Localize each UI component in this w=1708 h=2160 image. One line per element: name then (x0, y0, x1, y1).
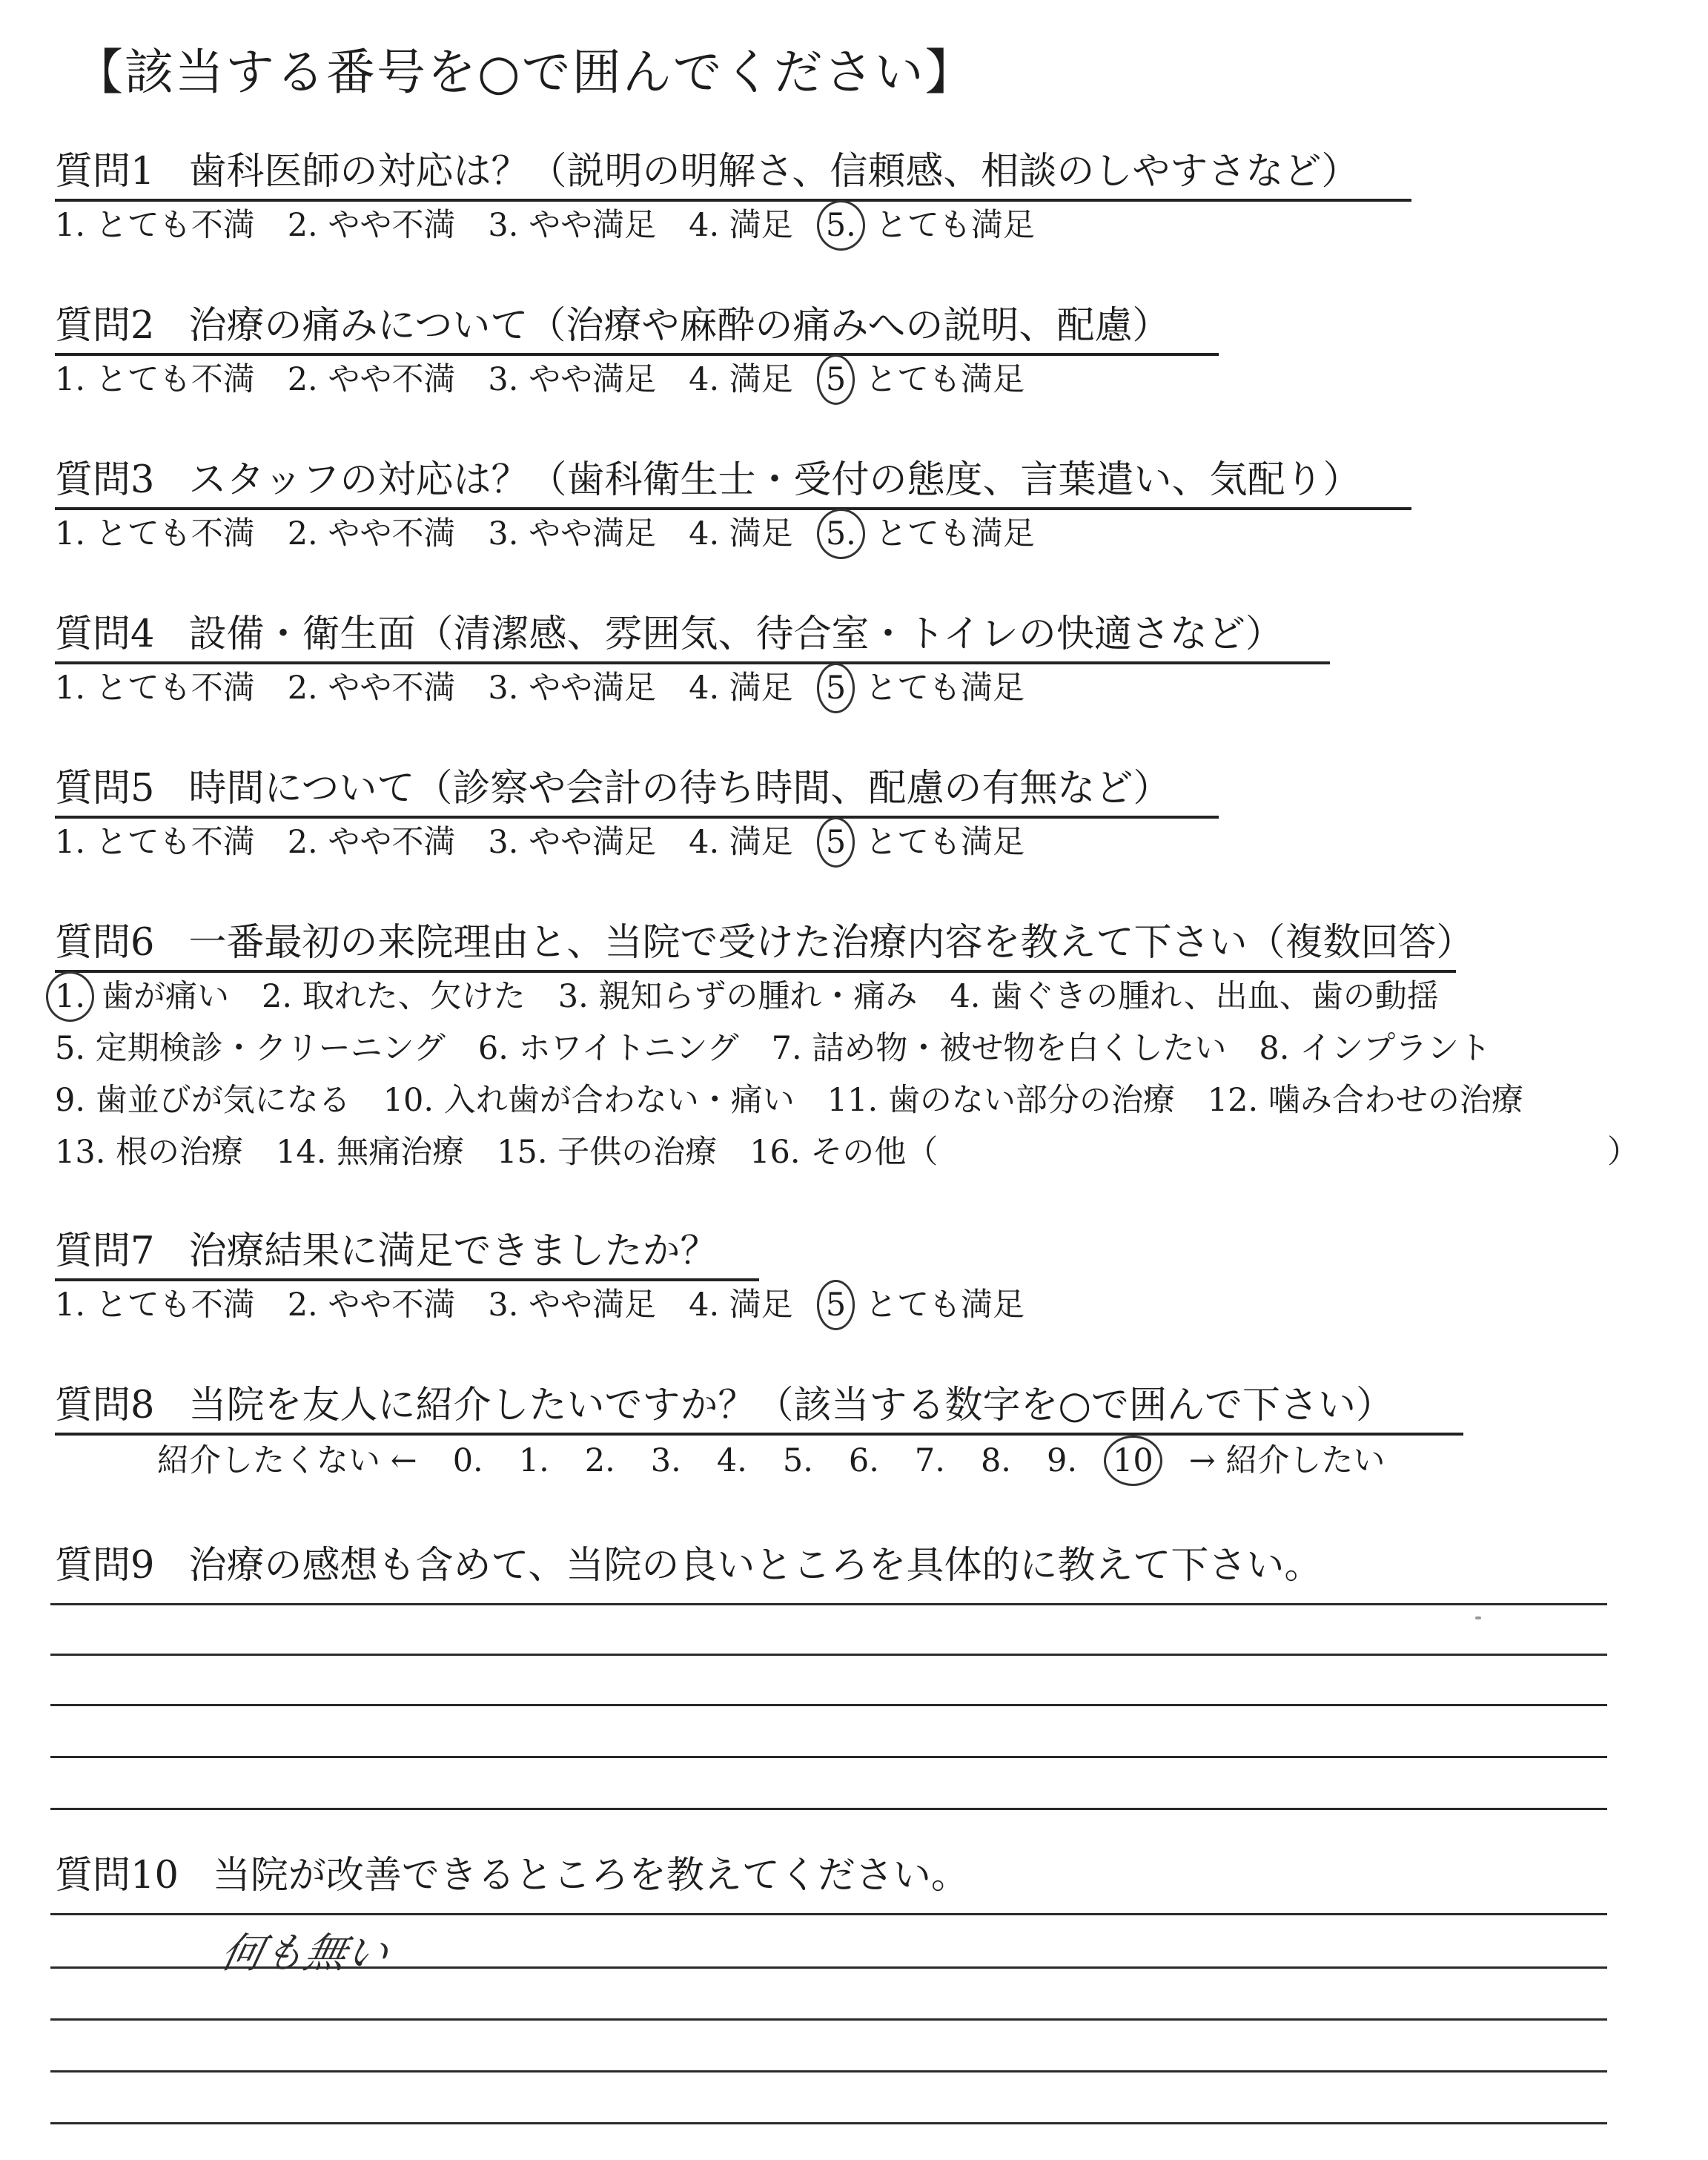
question-1-options (55, 205, 1035, 246)
question-5-heading (55, 765, 1219, 819)
q4-option-5-circled[interactable]: 5 (826, 667, 846, 709)
question-4-text: 設備・衛生面（清潔感、雰囲気、待合室・トイレの快適さなど） (188, 612, 1283, 656)
q6-option-7[interactable]: 7. 詰め物・被せ物を白くしたい (771, 1030, 1227, 1067)
q8-score-10-circled[interactable]: 10 (1113, 1440, 1153, 1482)
question-1-text: 歯科医師の対応は？（説明の明解さ、信頼感、相談のしやすさなど） (188, 150, 1360, 194)
question-6-heading (55, 919, 1474, 973)
question-3-heading (55, 457, 1411, 510)
q1-option-5-circled[interactable]: 5. (826, 205, 856, 246)
q6-option-15[interactable]: 15. 子供の治療 (497, 1134, 718, 1171)
q8-score-2[interactable]: 2. (584, 1442, 615, 1479)
question-2-label: 質問2 (55, 304, 155, 348)
question-7-text: 治療結果に満足できましたか？ (188, 1229, 718, 1273)
q7-option-3[interactable]: 3. やや満足 (488, 1287, 657, 1324)
q9-answer-line-2[interactable] (50, 1654, 1607, 1656)
question-6-row-4 (55, 1132, 970, 1173)
q4-option-2[interactable]: 2. やや不満 (287, 670, 456, 707)
q6-option-11[interactable]: 11. 歯のない部分の治療 (827, 1082, 1175, 1119)
q8-score-7[interactable]: 7. (914, 1442, 945, 1479)
q6-option-4[interactable]: 4. 歯ぐきの腫れ、出血、歯の動揺 (950, 978, 1439, 1015)
q3-option-5-circled[interactable]: 5. (826, 513, 856, 555)
q3-option-1[interactable]: 1. とても不満 (55, 515, 255, 552)
q8-score-4[interactable]: 4. (716, 1442, 747, 1479)
question-6-text: 一番最初の来院理由と、当院で受けた治療内容を教えて下さい（複数回答） (188, 921, 1474, 965)
q8-score-1[interactable]: 1. (518, 1442, 549, 1479)
q8-score-8[interactable]: 8. (980, 1442, 1011, 1479)
q5-option-5-label: とても満足 (865, 824, 1025, 861)
question-9-heading (55, 1542, 1322, 1590)
q8-score-0[interactable]: 0. (452, 1442, 483, 1479)
q1-option-5-label: とても満足 (875, 207, 1035, 244)
question-7-options (55, 1284, 1025, 1326)
q3-option-5-label: とても満足 (875, 515, 1035, 552)
question-10-heading (55, 1852, 969, 1900)
q8-score-5[interactable]: 5. (782, 1442, 813, 1479)
q4-option-5-label: とても満足 (865, 670, 1025, 707)
q5-option-2[interactable]: 2. やや不満 (287, 824, 456, 861)
question-4-heading (55, 611, 1330, 664)
q7-option-5-label: とても満足 (865, 1287, 1025, 1324)
q6-option-8[interactable]: 8. インプラント (1259, 1030, 1492, 1067)
question-6-row-2 (55, 1028, 1523, 1069)
question-2-heading (55, 303, 1219, 356)
question-6-label: 質問6 (55, 921, 155, 965)
question-5-label: 質問5 (55, 767, 155, 810)
q8-score-3[interactable]: 3. (650, 1442, 681, 1479)
q6-option-14[interactable]: 14. 無痛治療 (276, 1134, 465, 1171)
q8-score-6[interactable]: 6. (848, 1442, 879, 1479)
q5-option-1[interactable]: 1. とても不満 (55, 824, 255, 861)
q3-option-3[interactable]: 3. やや満足 (488, 515, 657, 552)
question-8-scale (157, 1440, 1420, 1482)
question-10-text: 当院が改善できるところを教えてください。 (212, 1854, 969, 1898)
q7-option-1[interactable]: 1. とても不満 (55, 1287, 255, 1324)
q1-option-3[interactable]: 3. やや満足 (488, 207, 657, 244)
q9-answer-line-5[interactable] (50, 1808, 1607, 1810)
q6-option-16[interactable]: 16. その他（ (749, 1134, 939, 1171)
q5-option-4[interactable]: 4. 満足 (689, 824, 793, 861)
question-3-options (55, 513, 1035, 555)
q10-handwritten-answer: 何も無い (216, 1929, 393, 1978)
q7-option-2[interactable]: 2. やや不満 (287, 1287, 456, 1324)
q10-answer-line-4[interactable] (50, 2070, 1607, 2073)
question-7-label: 質問7 (55, 1229, 155, 1273)
q6-option-1-circled[interactable]: 1. (55, 976, 85, 1017)
question-10-label: 質問10 (55, 1854, 179, 1898)
q10-answer-line-2[interactable] (50, 1966, 1607, 1969)
q9-answer-line-3[interactable] (50, 1704, 1607, 1706)
q2-option-1[interactable]: 1. とても不満 (55, 361, 255, 398)
q2-option-4[interactable]: 4. 満足 (689, 361, 793, 398)
q6-option-1-label: 歯が痛い (102, 978, 230, 1015)
question-8-text: 当院を友人に紹介したいですか？（該当する数字を○で囲んで下さい） (188, 1384, 1394, 1427)
q7-option-5-circled[interactable]: 5 (826, 1284, 846, 1326)
q4-option-3[interactable]: 3. やや満足 (488, 670, 657, 707)
q2-option-5-label: とても満足 (865, 361, 1025, 398)
q6-option-12[interactable]: 12. 噛み合わせの治療 (1207, 1082, 1523, 1119)
q10-answer-line-5[interactable] (50, 2122, 1607, 2124)
q4-option-1[interactable]: 1. とても不満 (55, 670, 255, 707)
q1-option-1[interactable]: 1. とても不満 (55, 207, 255, 244)
q2-option-5-circled[interactable]: 5 (826, 359, 846, 400)
question-8-label: 質問8 (55, 1384, 155, 1427)
question-8-heading (55, 1382, 1463, 1436)
q6-option-9[interactable]: 9. 歯並びが気になる (55, 1082, 351, 1119)
q8-right-label: → 紹介したい (1188, 1442, 1386, 1479)
question-5-text: 時間について（診察や会計の待ち時間、配慮の有無など） (188, 767, 1171, 810)
q2-option-3[interactable]: 3. やや満足 (488, 361, 657, 398)
question-2-options (55, 359, 1025, 400)
q6-option-6[interactable]: 6. ホワイトニング (477, 1030, 739, 1067)
q10-answer-line-1[interactable] (50, 1913, 1607, 1915)
question-1-heading (55, 148, 1411, 202)
q3-option-2[interactable]: 2. やや不満 (287, 515, 456, 552)
question-1-label: 質問1 (55, 150, 155, 194)
question-3-text: スタッフの対応は？（歯科衛生士・受付の態度、言葉遣い、気配り） (188, 458, 1361, 502)
q8-left-label: 紹介したくない ← (157, 1442, 417, 1479)
page-title: 【該当する番号を○で囲んでください】 (74, 44, 976, 101)
question-3-label: 質問3 (55, 458, 155, 502)
question-7-heading (55, 1228, 759, 1281)
q3-option-4[interactable]: 4. 満足 (689, 515, 793, 552)
q1-option-4[interactable]: 4. 満足 (689, 207, 793, 244)
q4-option-4[interactable]: 4. 満足 (689, 670, 793, 707)
q9-answer-line-4[interactable] (50, 1756, 1607, 1758)
question-4-label: 質問4 (55, 612, 155, 656)
q6-other-close-paren: ） (1607, 1134, 1639, 1171)
question-9-label: 質問9 (55, 1544, 155, 1588)
question-4-options (55, 667, 1025, 709)
q5-option-5-circled[interactable]: 5 (826, 822, 846, 863)
question-9-text: 治療の感想も含めて、当院の良いところを具体的に教えて下さい。 (188, 1544, 1323, 1588)
q1-option-2[interactable]: 2. やや不満 (287, 207, 456, 244)
q7-option-4[interactable]: 4. 満足 (689, 1287, 793, 1324)
q6-option-10[interactable]: 10. 入れ歯が合わない・痛い (383, 1082, 795, 1119)
q2-option-2[interactable]: 2. やや不満 (287, 361, 456, 398)
q6-option-5[interactable]: 5. 定期検診・クリーニング (55, 1030, 446, 1067)
q5-option-3[interactable]: 3. やや満足 (488, 824, 657, 861)
question-5-options (55, 822, 1025, 863)
scan-speck (1475, 1616, 1481, 1619)
q6-option-2[interactable]: 2. 取れた、欠けた (262, 978, 526, 1015)
q8-score-9[interactable]: 9. (1046, 1442, 1078, 1479)
question-2-text: 治療の痛みについて（治療や麻酔の痛みへの説明、配慮） (188, 304, 1171, 348)
q10-answer-line-3[interactable] (50, 2018, 1607, 2021)
q6-option-3[interactable]: 3. 親知らずの腫れ・痛み (557, 978, 918, 1015)
question-6-row-3 (55, 1080, 1556, 1121)
q9-answer-line-1[interactable] (50, 1603, 1607, 1605)
question-6-row-1 (55, 976, 1472, 1017)
q6-option-13[interactable]: 13. 根の治療 (55, 1134, 244, 1171)
